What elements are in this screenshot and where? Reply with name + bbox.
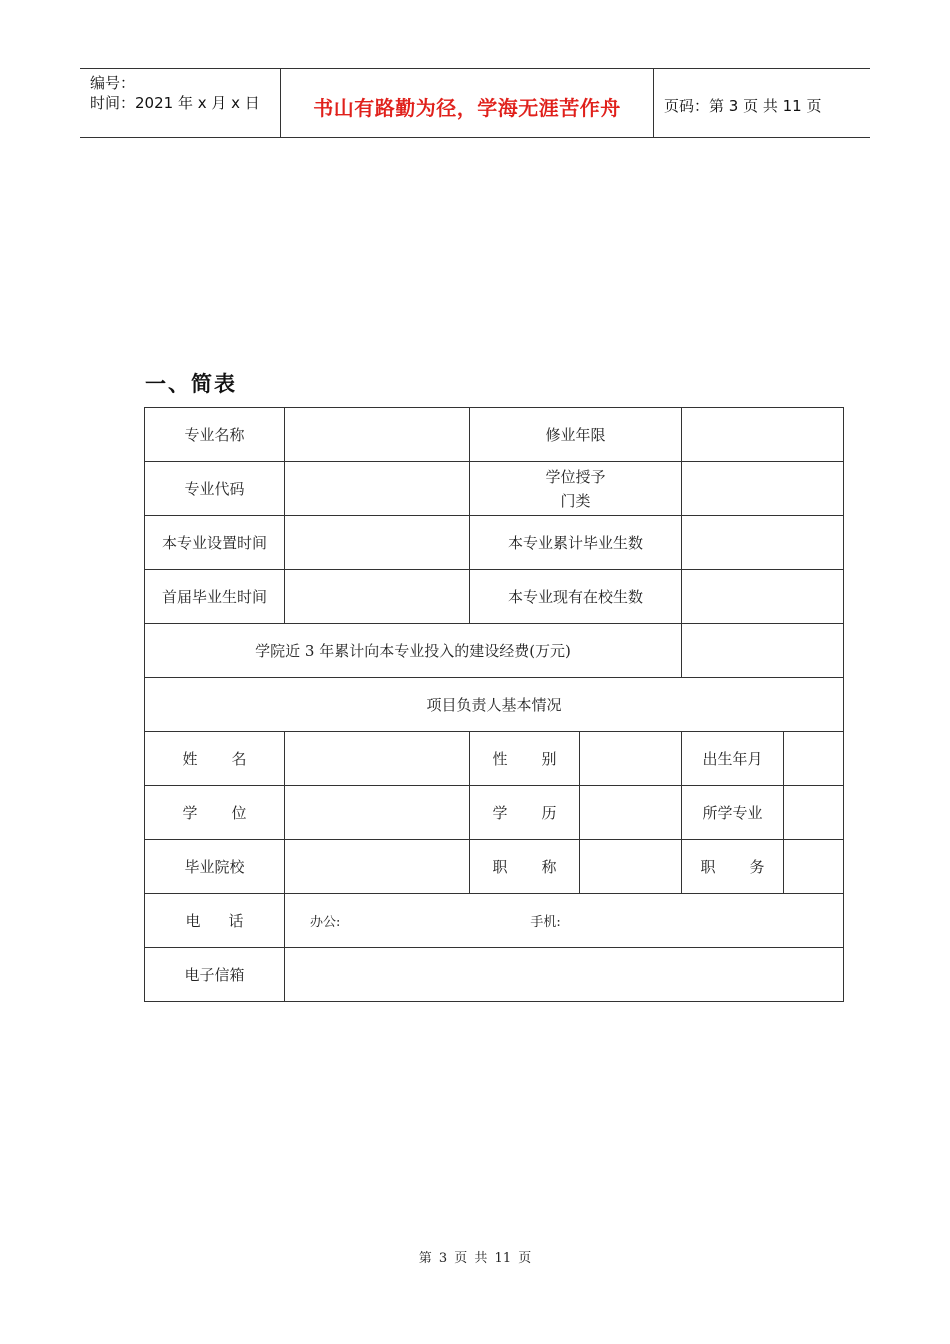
table-row (145, 786, 844, 840)
setup-time-field[interactable] (285, 516, 470, 570)
table-row (145, 408, 844, 462)
first-graduates-label: 首届毕业生时间 (145, 570, 285, 624)
phone-field[interactable] (285, 894, 844, 948)
degree-category-line2: 门类 (560, 491, 591, 510)
name-label: 姓 名 (145, 732, 285, 786)
leader-info-heading: 项目负责人基本情况 (145, 678, 844, 732)
first-graduates-field[interactable] (285, 570, 470, 624)
table-row (145, 678, 844, 732)
table-row (145, 462, 844, 516)
table-row (145, 624, 844, 678)
major-studied-label: 所学专业 (682, 786, 784, 840)
time-label: 时间：2021 年 x 月 x 日 (90, 94, 260, 112)
education-label: 学 历 (470, 786, 580, 840)
position-label: 职 务 (682, 840, 784, 894)
number-label: 编号： (90, 74, 136, 92)
investment-label: 学院近 3 年累计向本专业投入的建设经费(万元) (145, 624, 682, 678)
degree-category-label (470, 462, 682, 516)
summary-table (144, 407, 844, 1002)
study-years-label: 修业年限 (470, 408, 682, 462)
email-field[interactable] (285, 948, 844, 1002)
table-row (145, 516, 844, 570)
major-studied-field[interactable] (784, 786, 844, 840)
total-graduates-label: 本专业累计毕业生数 (470, 516, 682, 570)
graduate-school-field[interactable] (285, 840, 470, 894)
study-years-field[interactable] (682, 408, 844, 462)
table-row (145, 948, 844, 1002)
header-motto: 书山有路勤为径，学海无涯苦作舟 (281, 69, 654, 137)
degree-category-line1: 学位授予 (545, 467, 606, 486)
degree-category-field[interactable] (682, 462, 844, 516)
header-info (80, 69, 281, 137)
table-row (145, 894, 844, 948)
position-field[interactable] (784, 840, 844, 894)
office-label: 办公: (310, 915, 341, 930)
page-footer: 第 3 页 共 11 页 (418, 1251, 532, 1266)
current-students-label: 本专业现有在校生数 (470, 570, 682, 624)
major-code-label: 专业代码 (145, 462, 285, 516)
table-row (145, 840, 844, 894)
mobile-label: 手机: (530, 915, 561, 930)
header-page-info: 页码：第 3 页 共 11 页 (664, 96, 822, 115)
name-field[interactable] (285, 732, 470, 786)
table-row (145, 570, 844, 624)
degree-field[interactable] (285, 786, 470, 840)
phone-label: 电 话 (145, 894, 285, 948)
title-label: 职 称 (470, 840, 580, 894)
setup-time-label: 本专业设置时间 (145, 516, 285, 570)
degree-label: 学 位 (145, 786, 285, 840)
graduate-school-label: 毕业院校 (145, 840, 285, 894)
birth-label: 出生年月 (682, 732, 784, 786)
section-title: 一、简表 (145, 372, 237, 396)
table-row (145, 732, 844, 786)
title-field[interactable] (580, 840, 682, 894)
gender-field[interactable] (580, 732, 682, 786)
major-name-label: 专业名称 (145, 408, 285, 462)
education-field[interactable] (580, 786, 682, 840)
email-label: 电子信箱 (145, 948, 285, 1002)
gender-label: 性 别 (470, 732, 580, 786)
major-name-field[interactable] (285, 408, 470, 462)
current-students-field[interactable] (682, 570, 844, 624)
total-graduates-field[interactable] (682, 516, 844, 570)
document-header (80, 68, 870, 138)
major-code-field[interactable] (285, 462, 470, 516)
birth-field[interactable] (784, 732, 844, 786)
investment-field[interactable] (682, 624, 844, 678)
